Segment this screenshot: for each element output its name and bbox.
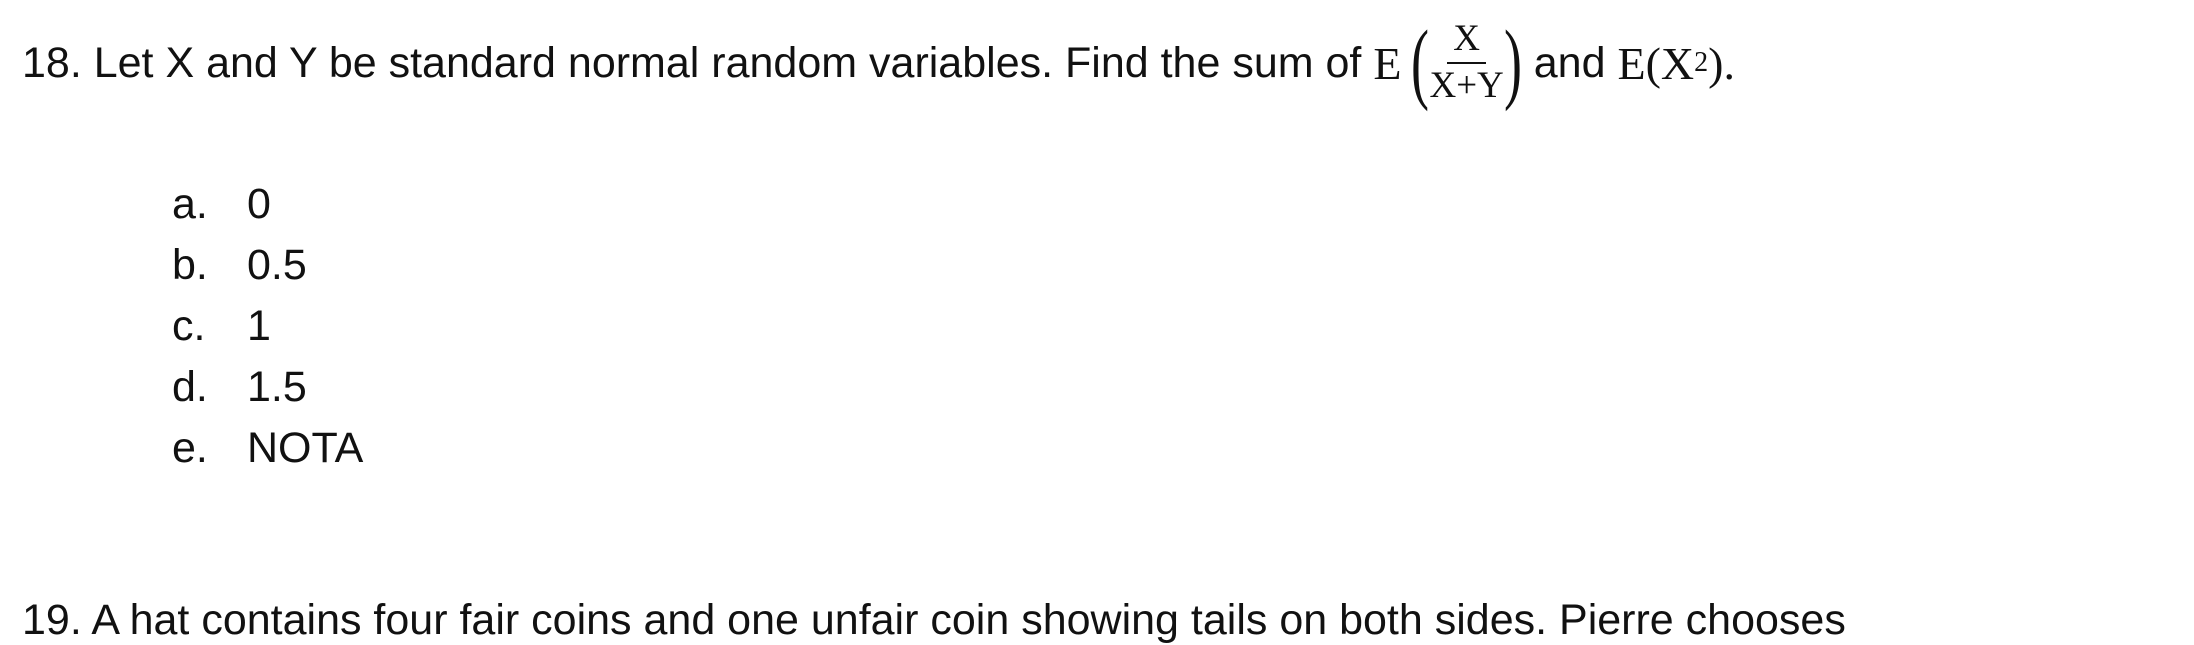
option-letter: e. — [172, 424, 208, 472]
fraction — [1429, 19, 1503, 106]
second-expression-suffix: ). — [1708, 37, 1735, 89]
fraction-denominator: X+Y — [1429, 65, 1504, 106]
question-text: 18. Let X and Y be standard normal random variables. Find the sum of — [22, 38, 1362, 87]
option-letter: d. — [172, 363, 208, 411]
option-a — [172, 174, 363, 235]
option-value: 1.5 — [247, 363, 307, 411]
option-value: 0.5 — [247, 241, 307, 289]
right-paren: ) — [1503, 13, 1522, 112]
option-letter: c. — [172, 302, 206, 350]
connector-text: and — [1533, 38, 1606, 87]
option-value: 1 — [247, 302, 271, 350]
option-b — [172, 235, 363, 296]
option-d — [172, 357, 363, 418]
fraction-numerator: X — [1447, 19, 1486, 64]
option-letter: a. — [172, 180, 208, 228]
next-question-partial: 19. A hat contains four fair coins and one unfair coin showing tails on both sides. Pierre chooses — [22, 596, 1846, 644]
second-expression: E(X 2 ). — [1617, 37, 1735, 89]
option-c — [172, 296, 363, 357]
option-e — [172, 418, 363, 479]
second-expression-prefix: E(X — [1617, 37, 1695, 89]
left-paren: ( — [1411, 13, 1430, 112]
option-value: 0 — [247, 180, 271, 228]
question-18 — [22, 13, 1735, 112]
answer-options — [172, 174, 363, 479]
expectation-symbol: E — [1373, 37, 1402, 89]
option-letter: b. — [172, 241, 208, 289]
expectation-expression — [1373, 13, 1522, 112]
option-value: NOTA — [247, 424, 364, 472]
